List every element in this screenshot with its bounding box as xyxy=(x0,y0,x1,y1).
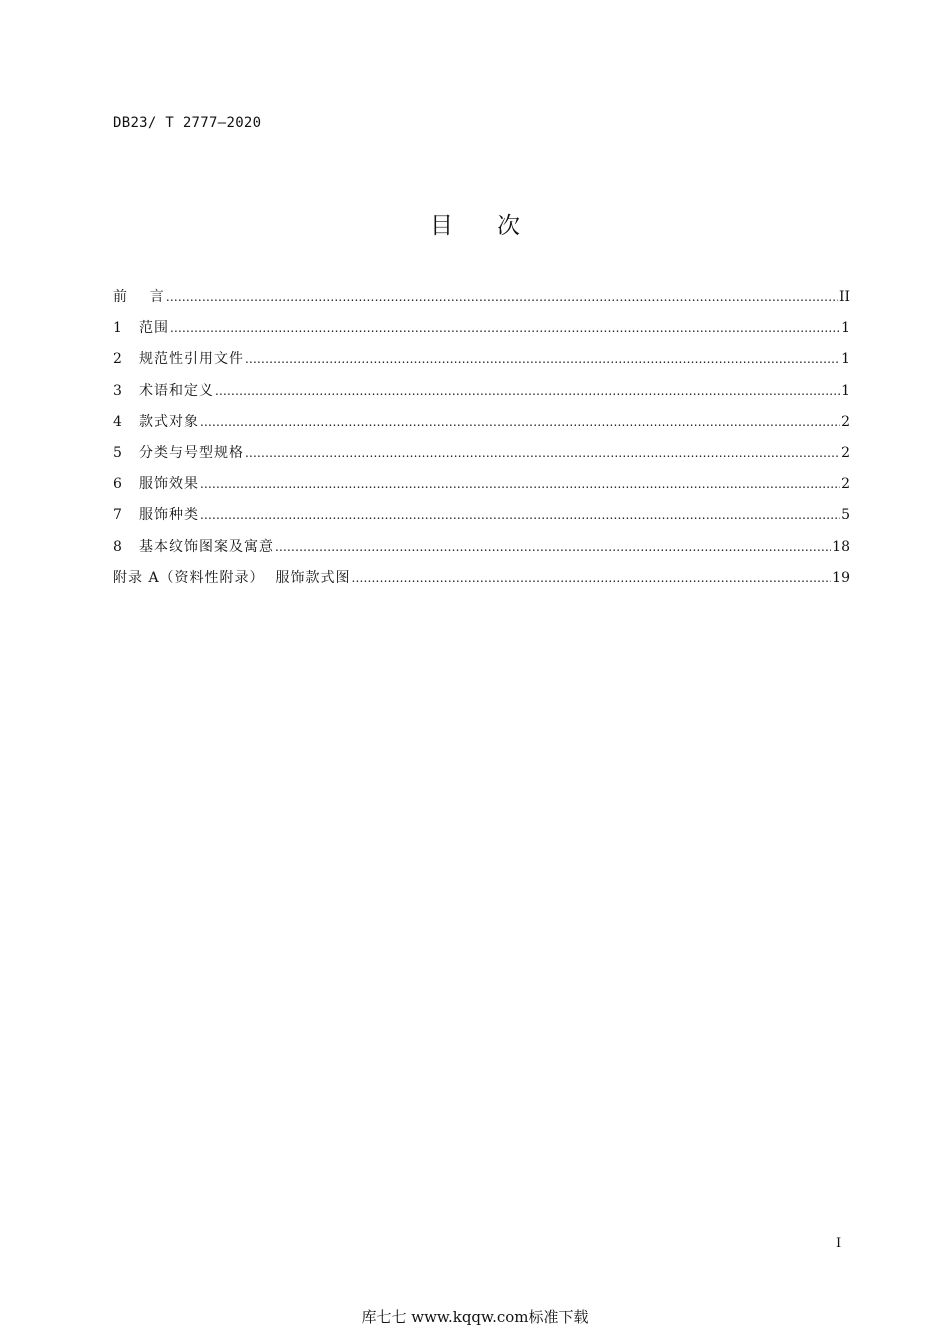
toc-entry[interactable] xyxy=(113,473,850,504)
title-char: 次 xyxy=(497,213,520,239)
toc-label: 服饰种类 xyxy=(139,507,199,524)
toc-label: 款式对象 xyxy=(139,413,199,430)
toc-label: 附录 A（资料性附录） 服饰款式图 xyxy=(113,569,351,586)
toc-entry[interactable] xyxy=(113,411,850,442)
toc-number: 1 xyxy=(113,320,122,337)
leader-dots xyxy=(170,317,840,339)
leader-dots xyxy=(200,411,840,433)
toc-page: 1 xyxy=(841,382,850,399)
toc-entry[interactable] xyxy=(113,504,850,535)
title-char: 目 xyxy=(430,213,453,239)
toc-page: 1 xyxy=(841,320,850,337)
toc-entry[interactable] xyxy=(113,348,850,379)
toc-page: 5 xyxy=(841,507,850,524)
toc-entry-appendix[interactable] xyxy=(113,567,850,598)
toc-number: 7 xyxy=(113,507,122,524)
toc-number: 2 xyxy=(113,351,122,368)
leader-dots xyxy=(275,536,831,558)
toc-number: 5 xyxy=(113,444,122,461)
toc-number: 4 xyxy=(113,413,122,430)
toc-page: 2 xyxy=(841,413,850,430)
toc-entry[interactable] xyxy=(113,317,850,348)
page-title xyxy=(0,207,950,240)
toc-page: 1 xyxy=(841,351,850,368)
toc-page: II xyxy=(838,289,850,305)
toc-entry[interactable] xyxy=(113,380,850,411)
toc-page: 2 xyxy=(841,476,850,493)
toc-page: 2 xyxy=(841,444,850,461)
toc-label: 服饰效果 xyxy=(139,476,199,493)
leader-dots xyxy=(245,348,840,370)
toc-label: 范围 xyxy=(139,320,169,337)
toc-label: 前 言 xyxy=(113,289,165,305)
toc-label: 分类与号型规格 xyxy=(139,444,244,461)
toc-page: 18 xyxy=(832,538,850,555)
toc-entry[interactable] xyxy=(113,536,850,567)
toc-number: 3 xyxy=(113,382,122,399)
toc-entry-preface[interactable] xyxy=(113,286,850,317)
leader-dots xyxy=(200,473,840,495)
leader-dots xyxy=(166,286,838,308)
standard-code: DB23/ T 2777—2020 xyxy=(113,115,262,131)
table-of-contents xyxy=(113,286,850,598)
footer-watermark: 库七七 www.kqqw.com标准下载 xyxy=(361,1308,589,1326)
page-number: I xyxy=(836,1236,842,1251)
toc-label: 规范性引用文件 xyxy=(139,351,244,368)
toc-entry[interactable] xyxy=(113,442,850,473)
leader-dots xyxy=(200,504,840,526)
toc-page: 19 xyxy=(832,569,850,586)
leader-dots xyxy=(245,442,840,464)
leader-dots xyxy=(351,567,831,589)
toc-number: 8 xyxy=(113,538,122,555)
toc-label: 术语和定义 xyxy=(139,382,214,399)
toc-number: 6 xyxy=(113,476,122,493)
toc-label: 基本纹饰图案及寓意 xyxy=(139,538,274,555)
leader-dots xyxy=(215,380,840,402)
